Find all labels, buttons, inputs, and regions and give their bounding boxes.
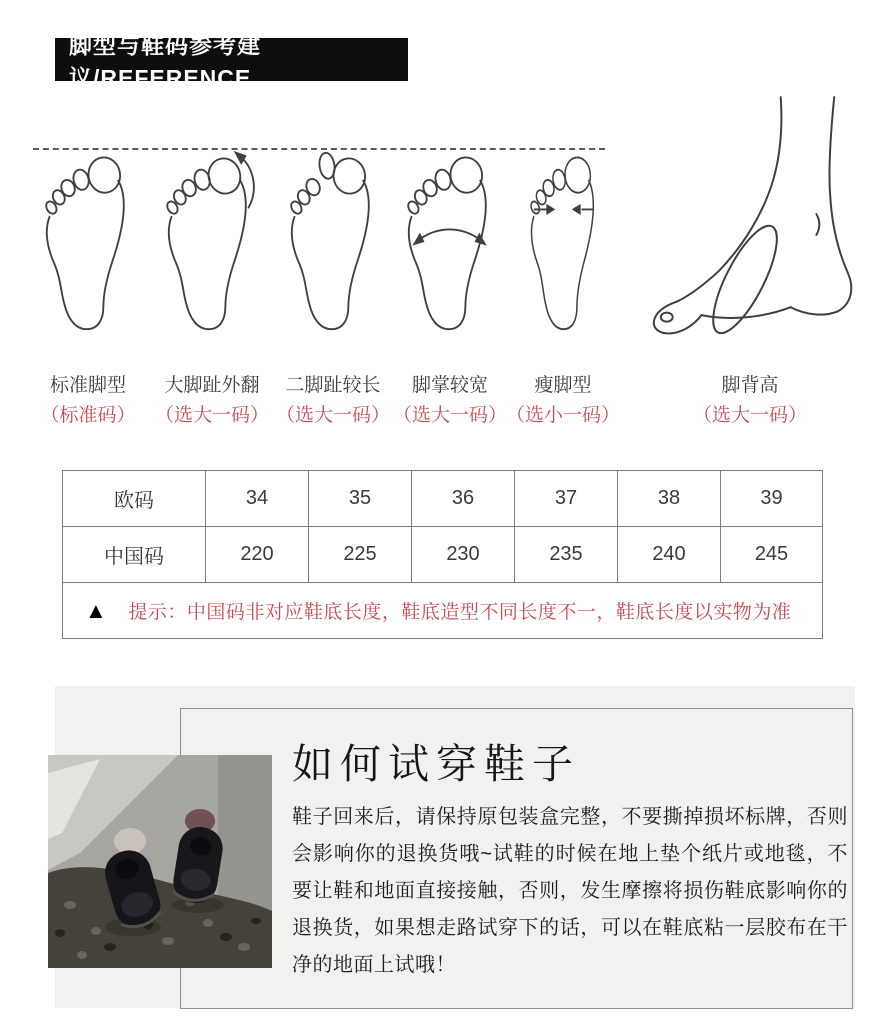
slim-foot-icon xyxy=(524,150,606,345)
foot-type-label: 脚掌较宽 xyxy=(411,375,488,396)
table-row-cn xyxy=(63,527,823,583)
size-cell: 39 xyxy=(721,471,823,527)
warning-triangle-icon: ▲ xyxy=(85,597,107,623)
foot-label-instep xyxy=(675,374,825,428)
slim-foot-illustration xyxy=(524,150,606,345)
size-cell: 230 xyxy=(412,527,515,583)
wide-arrowhead-right xyxy=(475,233,487,246)
size-cell: 235 xyxy=(515,527,618,583)
high-instep-illustration xyxy=(640,95,858,347)
wide-forefoot-icon xyxy=(398,150,503,345)
section-banner-title: 脚型与鞋码参考建议/REFERENCE xyxy=(69,31,261,91)
size-cell: 35 xyxy=(309,471,412,527)
long-second-toe-icon xyxy=(281,150,386,345)
size-cell: 36 xyxy=(412,471,515,527)
foot-type-label: 脚背高 xyxy=(721,375,779,396)
row-header-eu: 欧码 xyxy=(63,471,206,527)
table-note-cell xyxy=(63,583,823,639)
standard-foot-icon xyxy=(36,150,141,345)
table-row-note xyxy=(63,583,823,639)
size-cell: 38 xyxy=(618,471,721,527)
standard-foot-illustration xyxy=(36,150,141,345)
size-conversion-table xyxy=(62,470,823,639)
foot-size-advice: （选大一码） xyxy=(392,405,507,426)
foot-size-advice: （选大一码） xyxy=(692,405,807,426)
table-note-text: 提示：中国码非对应鞋底长度，鞋底造型不同长度不一，鞋底长度以实物为准 xyxy=(128,602,792,623)
size-cell: 37 xyxy=(515,471,618,527)
valgus-arrowhead xyxy=(234,151,247,165)
foot-size-advice: （选大一码） xyxy=(154,405,269,426)
size-cell: 240 xyxy=(618,527,721,583)
high-instep-icon xyxy=(640,95,858,347)
try-on-title: 如何试穿鞋子 xyxy=(292,741,580,787)
row-header-cn: 中国码 xyxy=(63,527,206,583)
wide-arrowhead-left xyxy=(412,233,424,246)
shoes-photo-graphic xyxy=(48,755,272,968)
size-cell: 225 xyxy=(309,527,412,583)
long-second-toe-illustration xyxy=(281,150,386,345)
slim-arrowhead-left xyxy=(572,204,581,215)
table-row-eu xyxy=(63,471,823,527)
foot-type-label: 瘦脚型 xyxy=(534,375,592,396)
size-cell: 220 xyxy=(206,527,309,583)
size-cell: 34 xyxy=(206,471,309,527)
foot-type-label: 标准脚型 xyxy=(49,375,126,396)
big-toe-valgus-illustration xyxy=(158,150,263,345)
foot-size-advice: （标准码） xyxy=(40,405,136,426)
try-on-instructions: 鞋子回来后，请保持原包装盒完整，不要撕掉损坏标牌，否则会影响你的退换货哦~试鞋的时候在地上垫个纸片或地毯，不要让鞋和地面直接接触，否则，发生摩擦将损伤鞋底影响你的退换货，如果想走路试穿下的话，可以在鞋底粘一层胶布在干净的地面上试哦！ xyxy=(292,806,848,976)
section-banner xyxy=(55,31,408,91)
foot-type-label: 大脚趾外翻 xyxy=(164,375,260,396)
big-toe-valgus-icon xyxy=(158,150,263,345)
foot-type-label: 二脚趾较长 xyxy=(285,375,381,396)
wide-forefoot-illustration xyxy=(398,150,503,345)
size-cell: 245 xyxy=(721,527,823,583)
foot-size-advice: （选小一码） xyxy=(505,405,620,426)
shoes-on-floor-photo xyxy=(48,755,272,968)
foot-label-slim xyxy=(488,374,638,428)
foot-size-advice: （选大一码） xyxy=(275,405,390,426)
slim-arrowhead-right xyxy=(546,204,555,215)
